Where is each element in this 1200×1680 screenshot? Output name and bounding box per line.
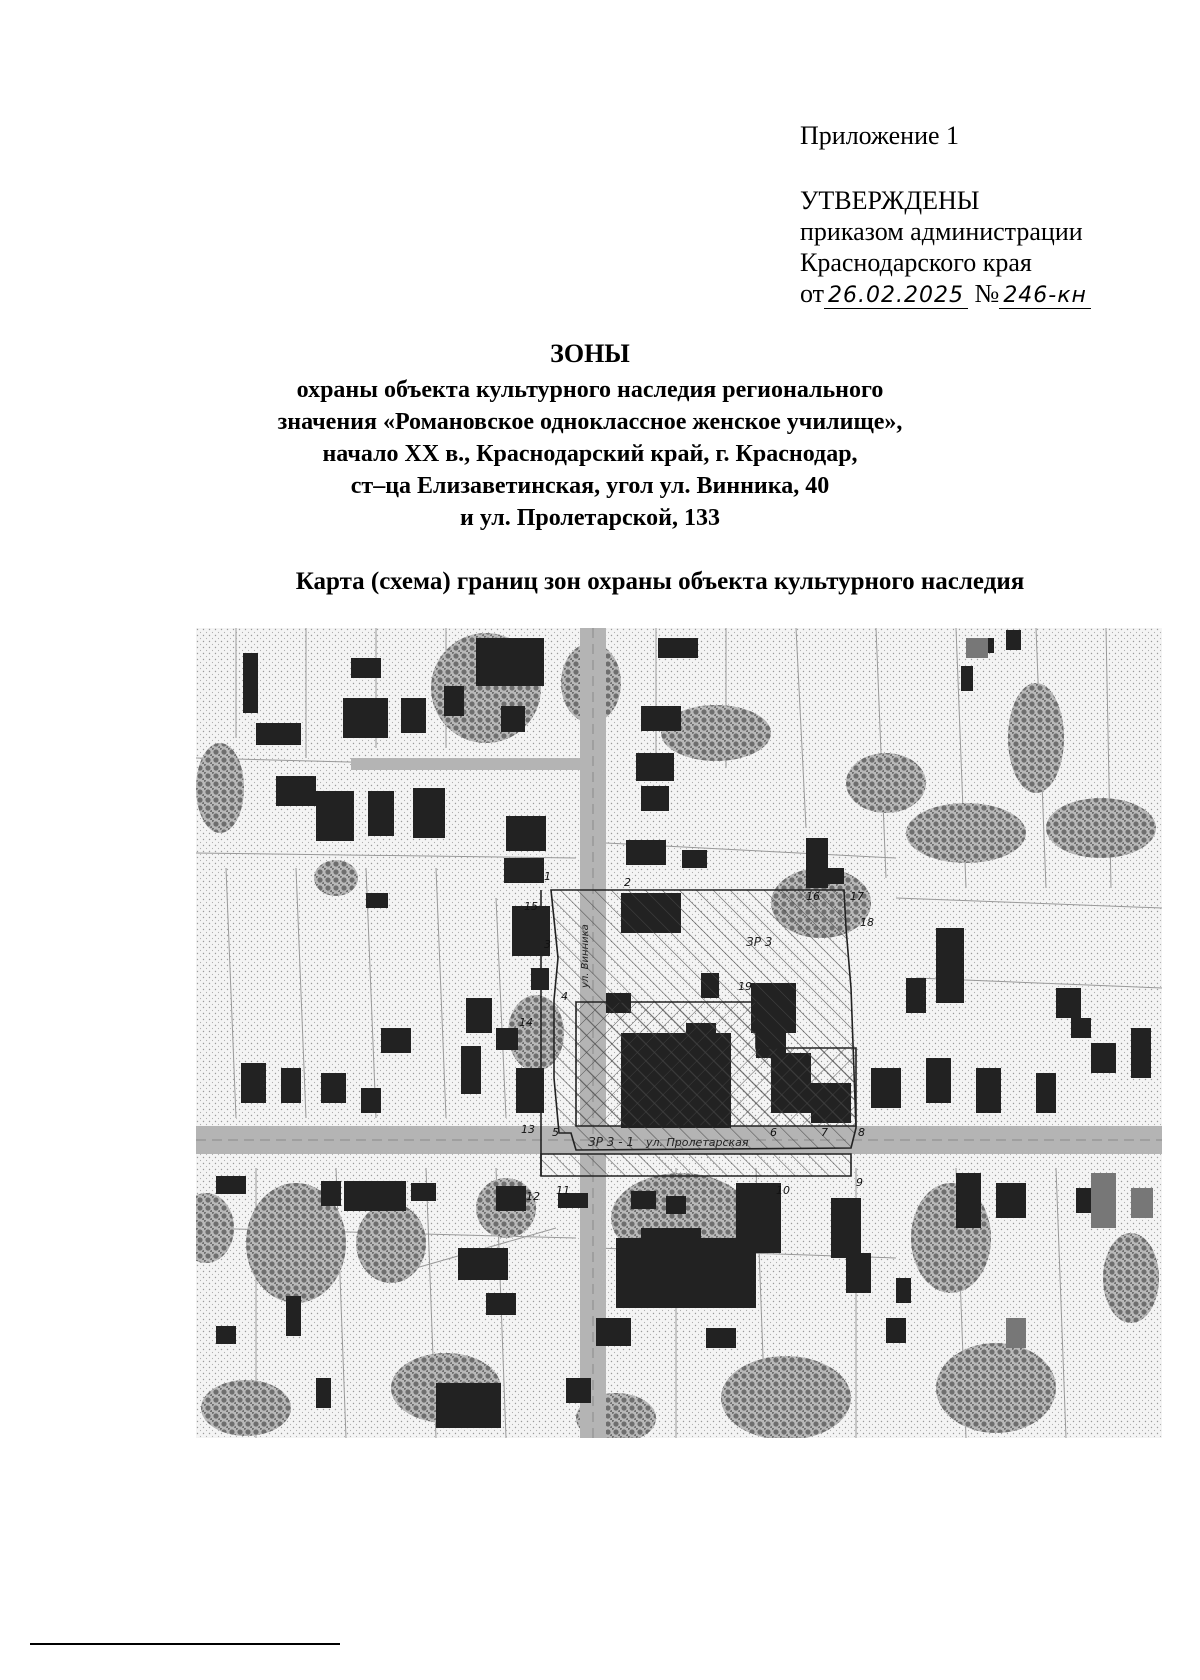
approval-line-2: Краснодарского края [800,248,1032,277]
footer-rule [30,1643,340,1645]
point-label-15: 15 [524,900,538,913]
approval-date-line [800,278,1160,311]
document-title [180,338,1000,534]
point-label-5: 5 [552,1126,559,1139]
point-label-17: 17 [850,890,864,903]
zone-boundary-map [196,628,1162,1438]
zone-label-zr3: ЗР 3 [746,935,773,949]
point-label-19: 19 [738,980,752,993]
point-label-10: 10 [776,1184,790,1197]
date-value: 26.02.2025 [824,283,968,309]
title-main: ЗОНЫ [550,339,630,368]
point-label-13: 13 [521,1123,535,1136]
street-label-horizontal: ул. Пролетарская [646,1136,749,1149]
point-label-14: 14 [519,1016,533,1029]
road-side-left [351,758,581,770]
point-label-3: 3 [544,938,551,951]
zone-label-zr3-1: ЗР 3 - 1 [588,1135,634,1149]
number-prefix: № [974,279,1000,308]
approval-line-1: приказом администрации [800,217,1083,246]
point-label-12: 12 [526,1190,540,1203]
title-line-4: ст–ца Елизаветинская, угол ул. Винника, 40 [350,473,830,499]
point-label-1: 1 [544,870,551,883]
title-line-5: и ул. Пролетарской, 133 [460,505,720,531]
point-label-9: 9 [856,1176,863,1189]
approved-label: УТВЕРЖДЕНЫ [800,186,980,215]
point-label-4: 4 [561,990,568,1003]
title-line-1: охраны объекта культурного наследия регионального [296,377,884,403]
point-label-2: 2 [624,876,631,889]
point-label-7: 7 [821,1126,828,1139]
appendix-label: Приложение 1 [800,121,960,150]
point-label-18: 18 [860,916,874,929]
map-caption: Карта (схема) границ зон охраны объекта культурного наследия [295,568,1025,595]
point-label-6: 6 [770,1126,777,1139]
approval-block [800,120,1160,311]
date-prefix: от [800,279,825,308]
title-line-3: начало XX в., Краснодарский край, г. Краснодар, [322,441,858,467]
number-value: 246-кн [999,283,1091,309]
point-label-11: 11 [556,1184,570,1197]
street-label-vertical: ул. Винника [580,924,591,988]
title-line-2: значения «Романовское одноклассное женское училище», [277,409,903,435]
point-label-8: 8 [858,1126,865,1139]
point-label-16: 16 [806,890,820,903]
zone-zr3-1-area [541,1154,851,1176]
